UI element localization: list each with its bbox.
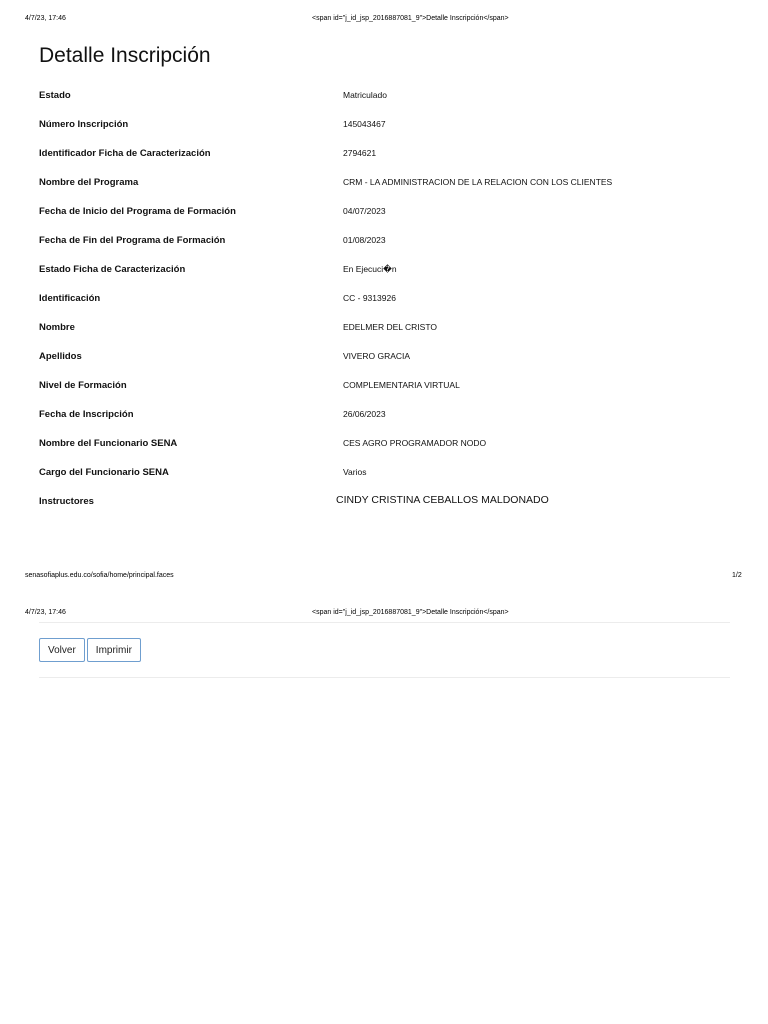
print-header-datetime: 4/7/23, 17:46 xyxy=(25,15,66,22)
divider xyxy=(39,622,730,623)
detail-value: CES AGRO PROGRAMADOR NODO xyxy=(343,438,487,448)
detail-label: Estado Ficha de Caracterización xyxy=(39,264,186,275)
detail-label: Apellidos xyxy=(39,351,82,362)
detail-value: EDELMER DEL CRISTO xyxy=(343,322,437,332)
print-header-title: <span id="j_id_jsp_2016887081_9">Detalle Inscripción</span> xyxy=(312,15,509,22)
detail-row-apellidos xyxy=(39,343,699,372)
detail-value: 145043467 xyxy=(343,119,386,129)
detail-row-numero-inscripcion xyxy=(39,111,699,140)
print-header-datetime: 4/7/23, 17:46 xyxy=(25,609,66,616)
print-footer-page-number: 1/2 xyxy=(732,572,742,579)
print-footer-url: senasofiaplus.edu.co/sofia/home/principal.faces xyxy=(25,572,174,579)
detail-label: Nombre del Programa xyxy=(39,177,139,188)
detail-value: CC - 9313926 xyxy=(343,293,396,303)
print-button[interactable]: Imprimir xyxy=(87,638,141,662)
detail-row-instructores xyxy=(39,488,699,517)
detail-label: Nivel de Formación xyxy=(39,380,127,391)
detail-label: Fecha de Fin del Programa de Formación xyxy=(39,235,226,246)
detail-label: Fecha de Inscripción xyxy=(39,409,134,420)
detail-label: Estado xyxy=(39,90,71,101)
detail-row-identificacion xyxy=(39,285,699,314)
detail-value: 26/06/2023 xyxy=(343,409,386,419)
detail-row-cargo-funcionario xyxy=(39,459,699,488)
detail-value: COMPLEMENTARIA VIRTUAL xyxy=(343,380,460,390)
detail-label: Nombre xyxy=(39,322,75,333)
detail-value: CRM - LA ADMINISTRACION DE LA RELACION CON LOS CLIENTES xyxy=(343,177,613,187)
detail-row-nombre xyxy=(39,314,699,343)
detail-row-estado xyxy=(39,82,699,111)
back-button[interactable]: Volver xyxy=(39,638,85,662)
detail-value: CINDY CRISTINA CEBALLOS MALDONADO xyxy=(336,494,549,506)
inscription-details-table xyxy=(39,82,699,517)
detail-row-fecha-inicio xyxy=(39,198,699,227)
detail-row-identificador-ficha xyxy=(39,140,699,169)
detail-row-fecha-fin xyxy=(39,227,699,256)
detail-label: Fecha de Inicio del Programa de Formación xyxy=(39,206,236,217)
action-buttons xyxy=(39,638,141,662)
detail-row-estado-ficha xyxy=(39,256,699,285)
detail-label: Nombre del Funcionario SENA xyxy=(39,438,178,449)
detail-value: 2794621 xyxy=(343,148,377,158)
page-title: Detalle Inscripción xyxy=(39,44,211,67)
detail-value: 01/08/2023 xyxy=(343,235,386,245)
print-header-title: <span id="j_id_jsp_2016887081_9">Detalle Inscripción</span> xyxy=(312,609,509,616)
detail-row-nombre-funcionario xyxy=(39,430,699,459)
divider xyxy=(39,677,730,678)
detail-value: En Ejecuci�n xyxy=(343,264,397,274)
detail-row-nivel-formacion xyxy=(39,372,699,401)
detail-label: Identificador Ficha de Caracterización xyxy=(39,148,211,159)
detail-row-fecha-inscripcion xyxy=(39,401,699,430)
detail-label: Identificación xyxy=(39,293,101,304)
detail-value: 04/07/2023 xyxy=(343,206,386,216)
detail-value: Varios xyxy=(343,467,367,477)
detail-row-nombre-programa xyxy=(39,169,699,198)
detail-value: Matriculado xyxy=(343,90,387,100)
detail-label: Instructores xyxy=(39,496,94,507)
detail-value: VIVERO GRACIA xyxy=(343,351,411,361)
detail-label: Número Inscripción xyxy=(39,119,129,130)
detail-label: Cargo del Funcionario SENA xyxy=(39,467,169,478)
